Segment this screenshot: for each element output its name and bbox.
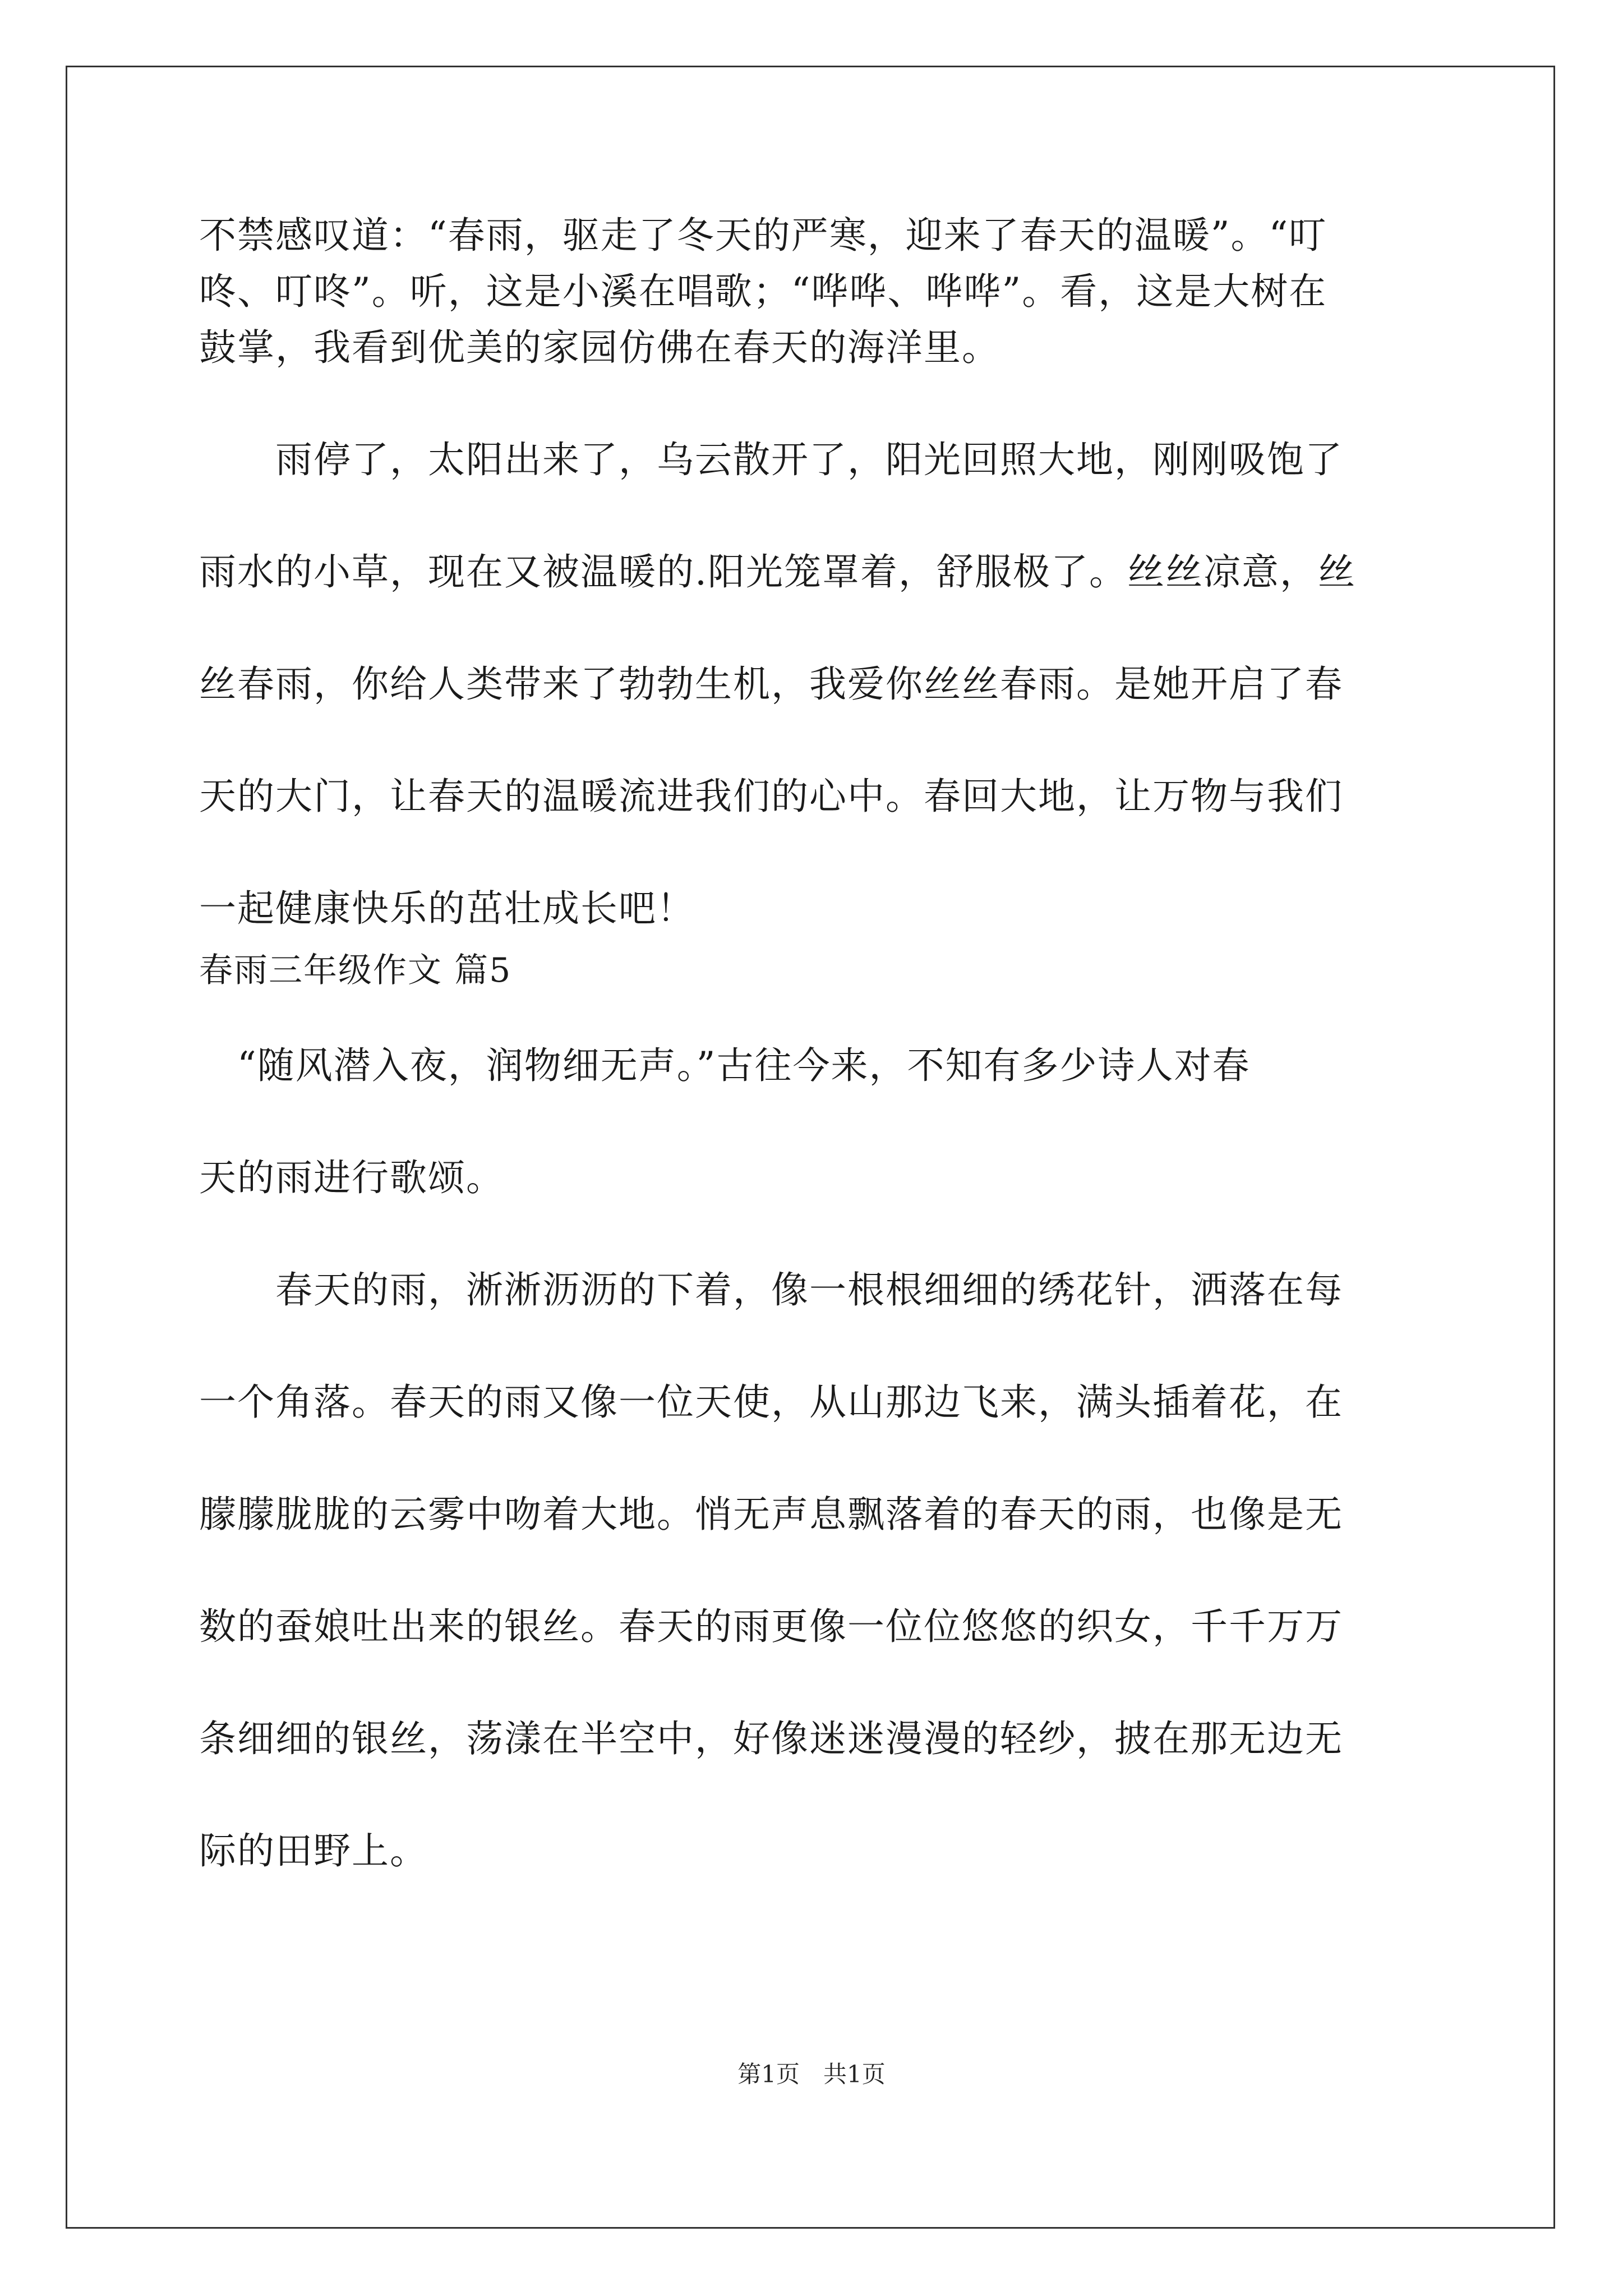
text-line: 数的蚕娘吐出来的银丝。春天的雨更像一位位悠悠的织女，千千万万 — [199, 1605, 1343, 1648]
page-number-footer: 第1页 共1页 — [737, 2060, 886, 2088]
text-line: 际的田野上。 — [199, 1829, 428, 1872]
text-line: 雨停了，太阳出来了，乌云散开了，阳光回照大地，刚刚吸饱了 — [199, 438, 1343, 481]
text-line: 朦朦胧胧的云雾中吻着大地。悄无声息飘落着的春天的雨，也像是无 — [199, 1493, 1343, 1536]
text-line: “随风潜入夜，润物细无声。”古往今来，不知有多少诗人对春 — [199, 1044, 1251, 1087]
text-line: 咚、叮咚”。听，这是小溪在唱歌；“哗哗、哗哗”。看，这是大树在 — [199, 270, 1327, 313]
text-line: 天的雨进行歌颂。 — [199, 1156, 504, 1199]
document-body — [199, 208, 1422, 1879]
text-line: 天的大门，让春天的温暖流进我们的心中。春回大地，让万物与我们 — [199, 775, 1343, 818]
section-heading: 春雨三年级作文 篇5 — [199, 951, 512, 990]
text-line: 条细细的银丝，荡漾在半空中，好像迷迷漫漫的轻纱，披在那无边无 — [199, 1717, 1343, 1760]
text-line: 丝春雨，你给人类带来了勃勃生机，我爱你丝丝春雨。是她开启了春 — [199, 662, 1343, 706]
text-line: 鼓掌，我看到优美的家园仿佛在春天的海洋里。 — [199, 326, 1000, 369]
text-line: 一个角落。春天的雨又像一位天使，从山那边飞来，满头插着花，在 — [199, 1381, 1343, 1424]
text-line: 春天的雨，淅淅沥沥的下着，像一根根细细的绣花针，洒落在每 — [199, 1268, 1343, 1312]
text-line: 雨水的小草，现在又被温暖的.阳光笼罩着，舒服极了。丝丝凉意，丝 — [199, 550, 1356, 593]
text-line: 不禁感叹道：“春雨，驱走了冬天的严寒，迎来了春天的温暖”。“叮 — [199, 214, 1327, 257]
text-line: 一起健康快乐的茁壮成长吧！ — [199, 887, 695, 930]
